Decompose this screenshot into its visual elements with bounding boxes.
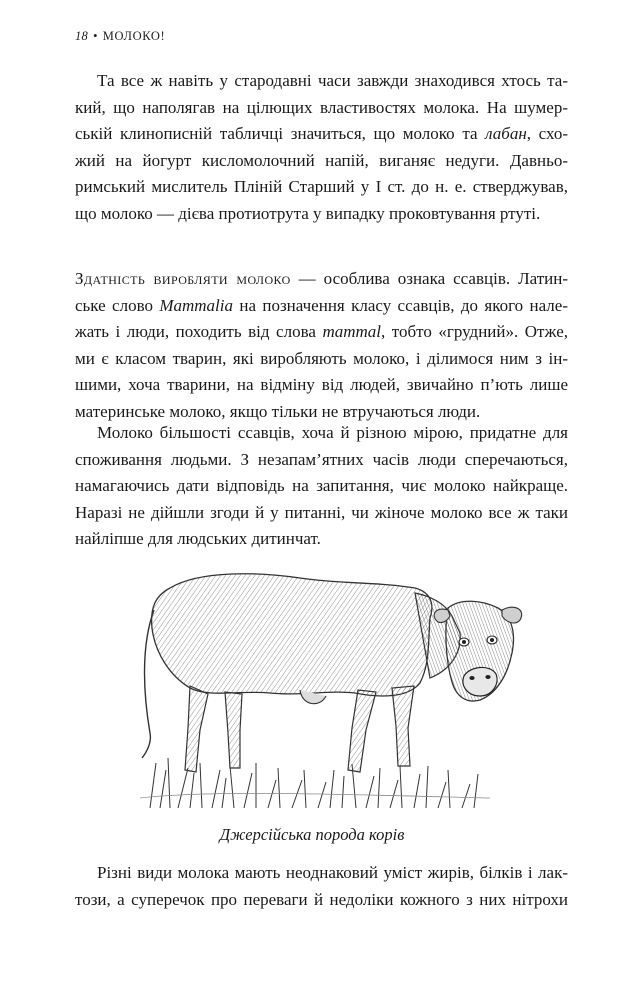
figure-caption: Джерсійська порода корів (219, 825, 405, 844)
paragraph-ancient-beliefs (75, 68, 568, 228)
page-number: 18 (75, 29, 89, 43)
header-separator: • (93, 29, 98, 43)
paragraph-mammals (75, 266, 568, 426)
text-line: жий на йогурт кисломолочний напій, виганяє недуги. Давньо- (75, 150, 568, 170)
paragraph-which-milk (75, 420, 568, 553)
text-line: римський мислитель Пліній Старший у I ст. до н. е. стверджував, (75, 177, 568, 197)
cow-leg (348, 690, 376, 772)
cow-body (152, 574, 432, 696)
cow-leg (185, 686, 208, 772)
book-title: МОЛОКО! (102, 29, 166, 43)
text-line: Здатність виробляти молоко — особлива ознака ссавців. Латин- (75, 269, 568, 288)
paragraph-milk-composition (75, 860, 568, 913)
text-line: ми є класом тварин, які виробляють молоко, і ділимося ним з ін- (75, 348, 568, 368)
jersey-cow-illustration (130, 558, 530, 813)
text-line: Наразі не дійшли згоди й у питанні, чи жіноче молоко все ж таки (75, 502, 568, 522)
text-line: жать і люди, походить від слова mammal, тобто «грудний». Отже, (75, 322, 568, 342)
text-line: ське слово Mammalia на позначення класу ссавців, до якого нале- (75, 295, 568, 315)
italic-term: лабан (485, 124, 527, 144)
text-line: Різні види молока мають неоднаковий уміст жирів, білків і лак- (97, 863, 568, 882)
cow-leg (225, 692, 242, 768)
text-line: ській клинописній табличці значиться, що молоко та лабан, схо- (75, 124, 568, 144)
text-line: този, а суперечок про переваги й недоліки кожного з них нітрохи (75, 889, 568, 909)
running-head (75, 29, 165, 44)
text-line: материнське молоко, якщо тільки не втручаються люди. (75, 401, 481, 421)
text-line: що молоко — дієва протиотрута у випадку проковтування ртуті. (75, 203, 541, 223)
text-line: намагаючись дати відповідь на запитання, чиє молоко найкраще. (75, 476, 568, 496)
text-line: споживання людьми. З незапам’ятних часів люди сперечаються, (75, 449, 568, 469)
italic-term: mammal (322, 322, 382, 342)
cow-muzzle (463, 667, 497, 696)
lead-in-small-caps: Здатність виробляти молоко (75, 269, 291, 288)
text-line: Та все ж навіть у стародавні часи завжди знаходився хтось та- (97, 71, 568, 90)
italic-term: Mammalia (159, 295, 233, 315)
text-line: найліпше для людських дитинчат. (75, 529, 321, 549)
text-line: Молоко більшості ссавців, хоча й різною мірою, придатне для (97, 423, 568, 442)
cow-leg (392, 686, 414, 766)
text-line: шими, хоча тварини, на відміну від людей, звичайно п’ють лише (75, 375, 568, 395)
text-line: кий, що наполягав на цілющих властивостях молока. На шумер- (75, 97, 568, 117)
